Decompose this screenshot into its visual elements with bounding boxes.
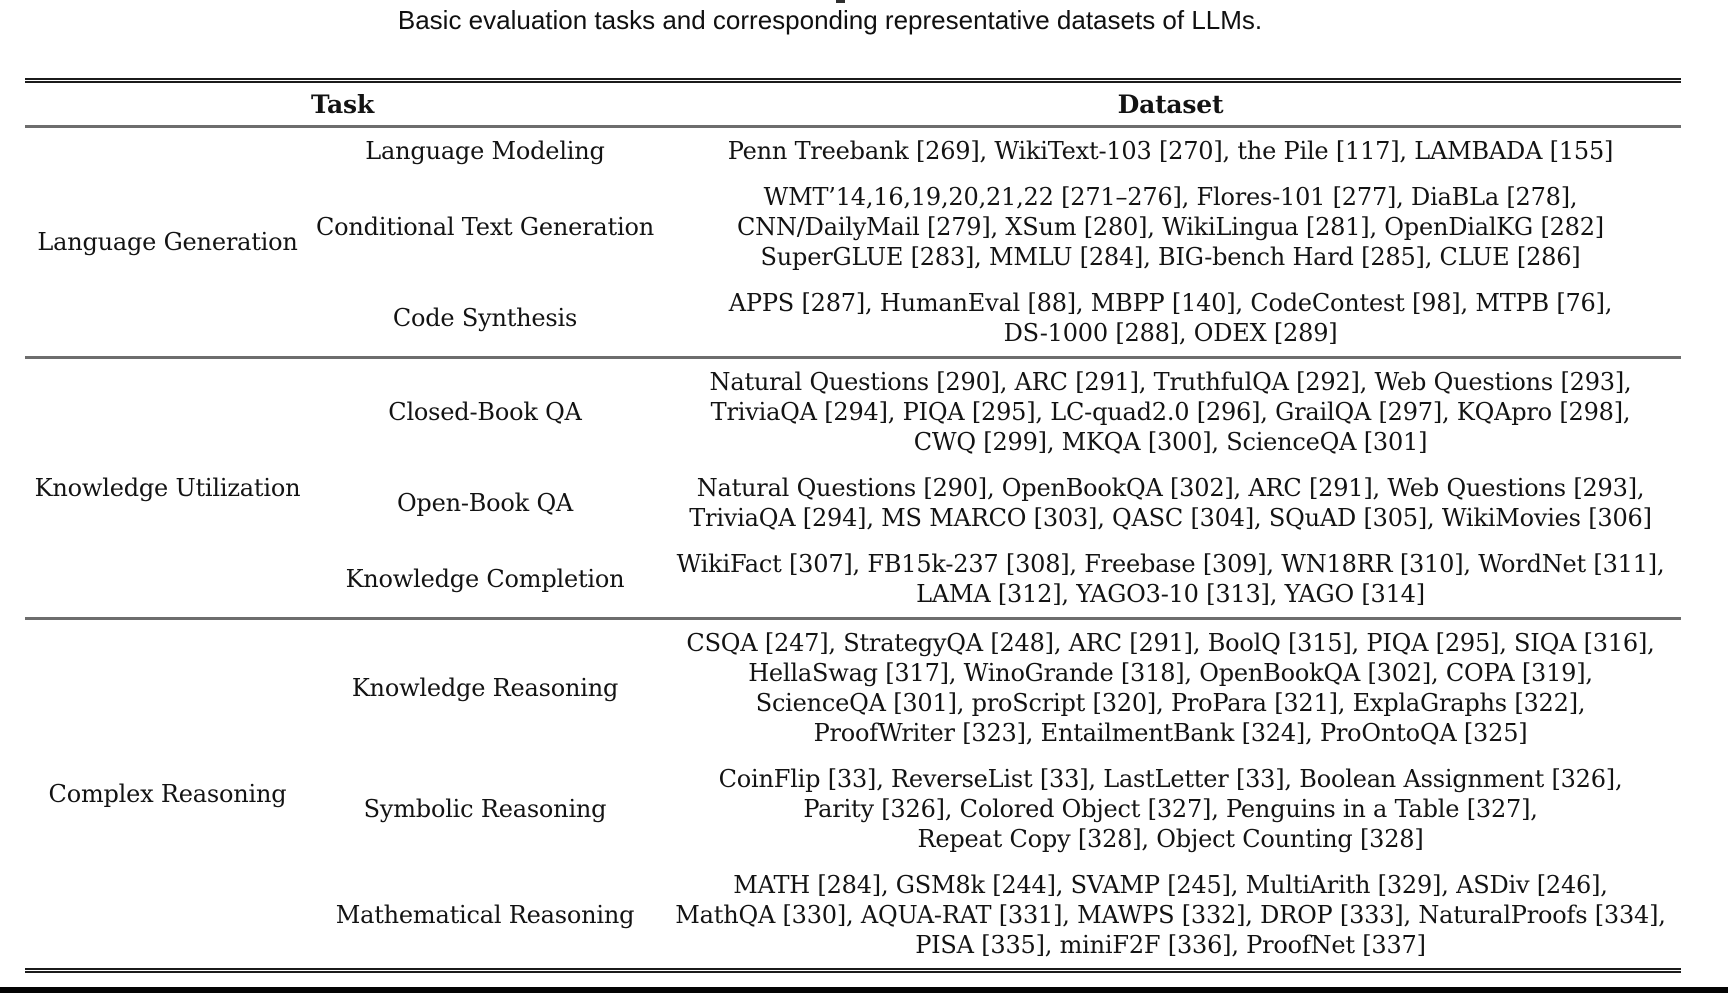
task-label: Conditional Text Generation: [316, 213, 654, 241]
section-rows: [310, 128, 1681, 356]
section-complex-reasoning: [25, 617, 1681, 968]
category-label: Language Generation: [37, 228, 298, 256]
evaluation-datasets-table: [25, 78, 1681, 973]
dataset-line: Parity [326], Colored Object [327], Penguins in a Table [327],: [803, 795, 1538, 823]
category-label: Knowledge Utilization: [34, 474, 301, 502]
table-row: [310, 862, 1681, 968]
section-language-generation: [25, 128, 1681, 356]
dataset-cell: [660, 764, 1681, 854]
dataset-line: DS-1000 [288], ODEX [289]: [1003, 319, 1338, 347]
task-label: Language Modeling: [365, 137, 605, 165]
table-header-row: [25, 83, 1681, 128]
dataset-line: SuperGLUE [283], MMLU [284], BIG-bench Hard [285], CLUE [286]: [760, 243, 1581, 271]
section-rows: [310, 620, 1681, 968]
table-row: [310, 541, 1681, 617]
section-rows: [310, 359, 1681, 617]
table-caption: Basic evaluation tasks and corresponding representative datasets of LLMs.: [397, 5, 1263, 35]
table-row: [310, 128, 1681, 174]
dataset-cell: [660, 288, 1681, 348]
dataset-line: WikiFact [307], FB15k-237 [308], Freebase [309], WN18RR [310], WordNet [311],: [676, 550, 1665, 578]
task-label: Knowledge Completion: [345, 565, 625, 593]
dataset-line: APPS [287], HumanEval [88], MBPP [140], CodeContest [98], MTPB [76],: [728, 289, 1613, 317]
dataset-line: Natural Questions [290], ARC [291], TruthfulQA [292], Web Questions [293],: [709, 368, 1632, 396]
dataset-cell: [660, 870, 1681, 960]
dataset-line: LAMA [312], YAGO3-10 [313], YAGO [314]: [916, 580, 1425, 608]
table-row: [310, 359, 1681, 465]
column-header-dataset: Dataset: [1117, 89, 1224, 119]
dataset-cell: [660, 628, 1681, 748]
dataset-line: MATH [284], GSM8k [244], SVAMP [245], MultiArith [329], ASDiv [246],: [733, 871, 1608, 899]
dataset-cell: [660, 182, 1681, 272]
dataset-line: CSQA [247], StrategyQA [248], ARC [291], BoolQ [315], PIQA [295], SIQA [316],: [686, 629, 1655, 657]
task-label: Code Synthesis: [392, 304, 578, 332]
dataset-cell: [660, 136, 1681, 166]
task-label: Knowledge Reasoning: [351, 674, 619, 702]
dataset-line: Repeat Copy [328], Object Counting [328]: [917, 825, 1424, 853]
section-knowledge-utilization: [25, 356, 1681, 617]
screenshot-bottom-edge-bar: [0, 987, 1728, 993]
task-label: Open-Book QA: [396, 489, 574, 517]
category-label: Complex Reasoning: [48, 780, 287, 808]
table-row: [310, 280, 1681, 356]
column-header-task: Task: [310, 89, 374, 119]
dataset-cell: [660, 473, 1681, 533]
dataset-line: PISA [335], miniF2F [336], ProofNet [337]: [915, 931, 1426, 959]
dataset-line: CWQ [299], MKQA [300], ScienceQA [301]: [913, 428, 1428, 456]
task-label: Mathematical Reasoning: [335, 901, 635, 929]
table-row: [310, 174, 1681, 280]
table-row: [310, 620, 1681, 756]
dataset-line: TriviaQA [294], MS MARCO [303], QASC [304], SQuAD [305], WikiMovies [306]: [689, 504, 1652, 532]
dataset-cell: [660, 367, 1681, 457]
dataset-line: TriviaQA [294], PIQA [295], LC-quad2.0 [296], GrailQA [297], KQApro [298],: [710, 398, 1631, 426]
dataset-line: CNN/DailyMail [279], XSum [280], WikiLingua [281], OpenDialKG [282]: [737, 213, 1604, 241]
task-label: Symbolic Reasoning: [363, 795, 607, 823]
table-row: [310, 465, 1681, 541]
dataset-line: Natural Questions [290], OpenBookQA [302], ARC [291], Web Questions [293],: [696, 474, 1645, 502]
dataset-line: ScienceQA [301], proScript [320], ProPara [321], ExplaGraphs [322],: [755, 689, 1586, 717]
dataset-line: WMT’14,16,19,20,21,22 [271–276], Flores-101 [277], DiaBLa [278],: [763, 183, 1578, 211]
clipped-text-fragment: [836, 0, 845, 3]
dataset-line: MathQA [330], AQUA-RAT [331], MAWPS [332], DROP [333], NaturalProofs [334],: [675, 901, 1666, 929]
dataset-line: Penn Treebank [269], WikiText-103 [270], the Pile [117], LAMBADA [155]: [727, 137, 1614, 165]
dataset-cell: [660, 549, 1681, 609]
dataset-line: ProofWriter [323], EntailmentBank [324], ProOntoQA [325]: [813, 719, 1528, 747]
dataset-line: CoinFlip [33], ReverseList [33], LastLetter [33], Boolean Assignment [326],: [718, 765, 1623, 793]
dataset-line: HellaSwag [317], WinoGrande [318], OpenBookQA [302], COPA [319],: [748, 659, 1593, 687]
table-row: [310, 756, 1681, 862]
task-label: Closed-Book QA: [388, 398, 582, 426]
